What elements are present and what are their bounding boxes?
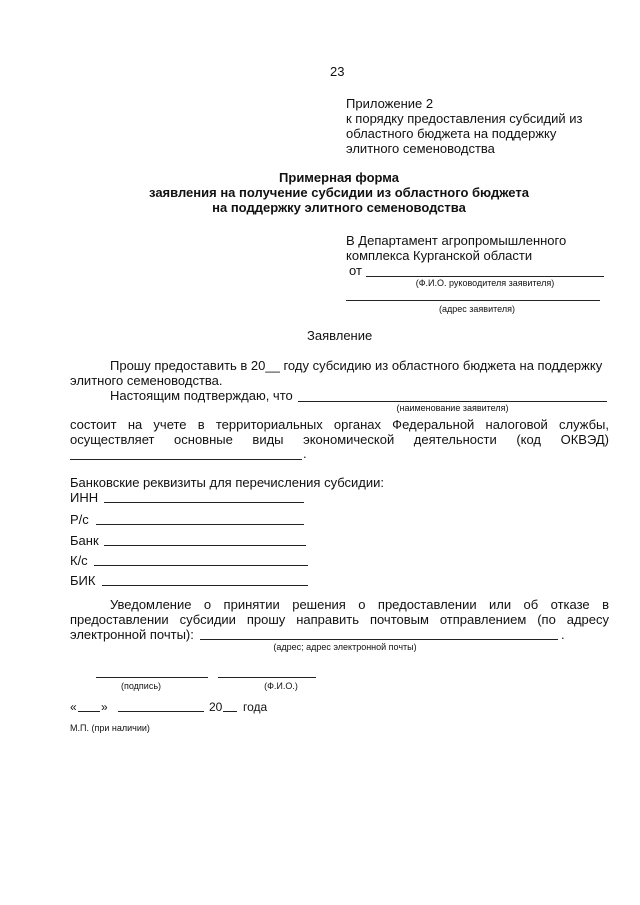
from-label: от [349, 263, 362, 278]
signer-fio-line[interactable] [218, 677, 316, 678]
bank-heading: Банковские реквизиты для перечисления субсидии: [70, 475, 384, 490]
fio-line[interactable] [366, 276, 604, 277]
signer-fio-caption: (Ф.И.О.) [264, 681, 298, 691]
fio-caption: (Ф.И.О. руководителя заявителя) [415, 278, 555, 288]
bank-label: Банк [70, 533, 99, 548]
applicant-caption: (наименование заявителя) [396, 403, 509, 413]
date-open-quote: « [70, 700, 77, 714]
okved-period: . [303, 446, 307, 461]
okved-line[interactable] [70, 459, 302, 460]
date-close-quote: » [101, 700, 108, 714]
applicant-address-line[interactable] [346, 300, 600, 301]
rs-line[interactable] [96, 524, 304, 525]
bik-line[interactable] [102, 585, 308, 586]
date-year-prefix: 20 [209, 700, 223, 714]
stamp-note: М.П. (при наличии) [70, 723, 150, 733]
ks-line[interactable] [94, 565, 308, 566]
notification-line-2: предоставлении субсидии прошу направить почтовым отправлением (по адресу [70, 612, 609, 627]
page-number: 23 [330, 64, 345, 79]
appendix-line-3: областного бюджета на поддержку [346, 126, 557, 141]
body-p2-line-2: осуществляет основные виды экономической деятельности (код ОКВЭД) [70, 432, 609, 447]
date-month-line[interactable] [118, 711, 204, 712]
bik-label: БИК [70, 573, 96, 588]
statement-heading: Заявление [307, 328, 373, 343]
appendix-line-1: Приложение 2 [346, 96, 434, 111]
email-address-line[interactable] [200, 639, 558, 640]
appendix-line-4: элитного семеноводства [346, 141, 495, 156]
rs-label: Р/с [70, 512, 89, 527]
notification-caption: (адрес; адрес электронной почты) [273, 642, 417, 652]
addressee-line-1: В Департамент агропромышленного [346, 233, 567, 248]
notification-period: . [561, 627, 565, 642]
body-p1-line-1: Прошу предоставить в 20__ году субсидию из областного бюджета на поддержку [110, 358, 603, 373]
title-line-2: заявления на получение субсидии из областного бюджета [149, 185, 529, 200]
appendix-line-2: к порядку предоставления субсидий из [346, 111, 583, 126]
title-line-1: Примерная форма [279, 170, 399, 185]
body-p1-line-2: элитного семеноводства. [70, 373, 223, 388]
signature-line[interactable] [96, 677, 208, 678]
confirm-label: Настоящим подтверждаю, что [110, 388, 293, 403]
ks-label: К/с [70, 553, 88, 568]
address-caption: (адрес заявителя) [439, 304, 515, 314]
addressee-line-2: комплекса Курганской области [346, 248, 533, 263]
title-line-3: на поддержку элитного семеноводства [212, 200, 466, 215]
notification-line-3: электронной почты): [70, 627, 194, 642]
date-day-line[interactable] [78, 711, 100, 712]
body-p2-line-1: состоит на учете в территориальных органах Федеральной налоговой службы, [70, 417, 609, 432]
notification-line-1: Уведомление о принятии решения о предоставлении или об отказе в [110, 597, 609, 612]
signature-caption: (подпись) [120, 681, 162, 691]
inn-line[interactable] [104, 502, 304, 503]
bank-line[interactable] [104, 545, 306, 546]
date-year-suffix: года [243, 700, 268, 714]
inn-label: ИНН [70, 490, 99, 505]
applicant-name-line[interactable] [298, 401, 607, 402]
date-year-line[interactable] [223, 711, 237, 712]
